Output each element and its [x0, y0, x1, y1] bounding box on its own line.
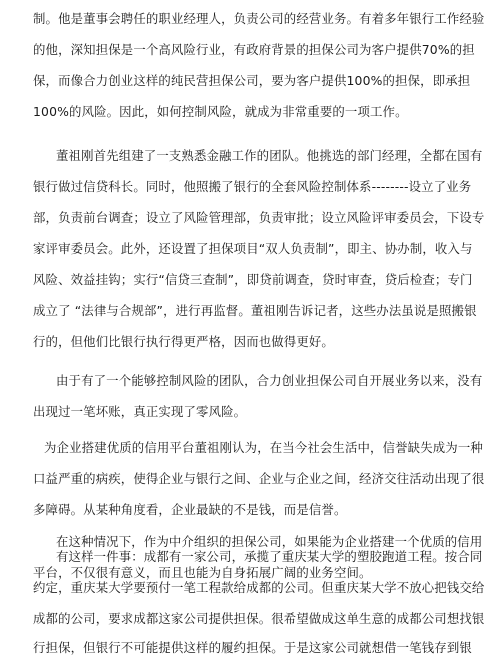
text-line: 在这种情况下，作为中介组织的担保公司，如果能为企业搭建一个优质的信用 [56, 534, 483, 549]
text-line: 出现过一笔坏账，真正实现了零风险。 [33, 404, 247, 419]
text-line: 行的，但他们比银行执行得更严格，因而也做得更好。 [33, 334, 334, 349]
text-line: 风险、效益挂钩；实行“信贷三查制”，即贷前调查，贷时审查，贷后检查；专门 [33, 272, 473, 287]
text-line: 多障碍。从某种角度看，企业最缺的不是钱，而是信誉。 [33, 502, 347, 517]
text-line: 部，负责前台调查；设立了风险管理部，负责审批；设立风险评审委员会，下设专 [33, 210, 485, 225]
text-line: 银行做过信贷科长。同时，他照搬了银行的全套风险控制体系--------设立了业务 [33, 179, 472, 194]
text-line: 有这样一件事：成都有一家公司，承揽了重庆某大学的塑胶跑道工程。按合同 [56, 549, 483, 564]
text-line: 约定，重庆某大学要预付一笔工程款给成都的公司。但重庆某大学不放心把钱交给 [33, 580, 485, 595]
text-line: 保，而像合力创业这样的纯民营担保公司，要为客户提供100%的担保，即承担 [33, 73, 471, 88]
text-line: 100%的风险。因此，如何控制风险，就成为非常重要的一项工作。 [33, 104, 408, 119]
text-line: 制。他是董事会聘任的职业经理人，负责公司的经营业务。有着多年银行工作经验 [33, 11, 485, 26]
text-line: 平台，不仅很有意义，而且也能为自身拓展广阔的业务空间。 [33, 565, 372, 580]
text-line: 家评审委员会。此外，还设置了担保项目“双人负责制”，即主、协办制，收入与 [33, 241, 473, 256]
text-line: 由于有了一个能够控制风险的团队，合力创业担保公司自开展业务以来，没有 [56, 373, 483, 388]
text-line: 行担保，但银行不可能提供这样的履约担保。于是这家公司就想借一笔钱存到银 [33, 640, 472, 655]
text-line: 成都的公司，要求成都这家公司提供担保。很希望做成这单生意的成都公司想找银 [33, 611, 485, 626]
text-line: 口益严重的病疾，使得企业与银行之间、企业与企业之间，经济交往活动出现了很 [33, 471, 485, 486]
text-line: 成立了 “法律与合规部”，进行再监督。董祖刚告诉记者，这些办法虽说是照搬银 [33, 303, 477, 318]
text-line: 的他，深知担保是一个高风险行业，有政府背景的担保公司为客户提供70%的担 [33, 42, 475, 57]
text-line: 董祖刚首先组建了一支熟悉金融工作的团队。他挑选的部门经理，全都在国有 [56, 148, 483, 163]
text-line: 为企业搭建优质的信用平台董祖刚认为，在当今社会生活中，信誉缺失成为一种 [44, 440, 483, 455]
